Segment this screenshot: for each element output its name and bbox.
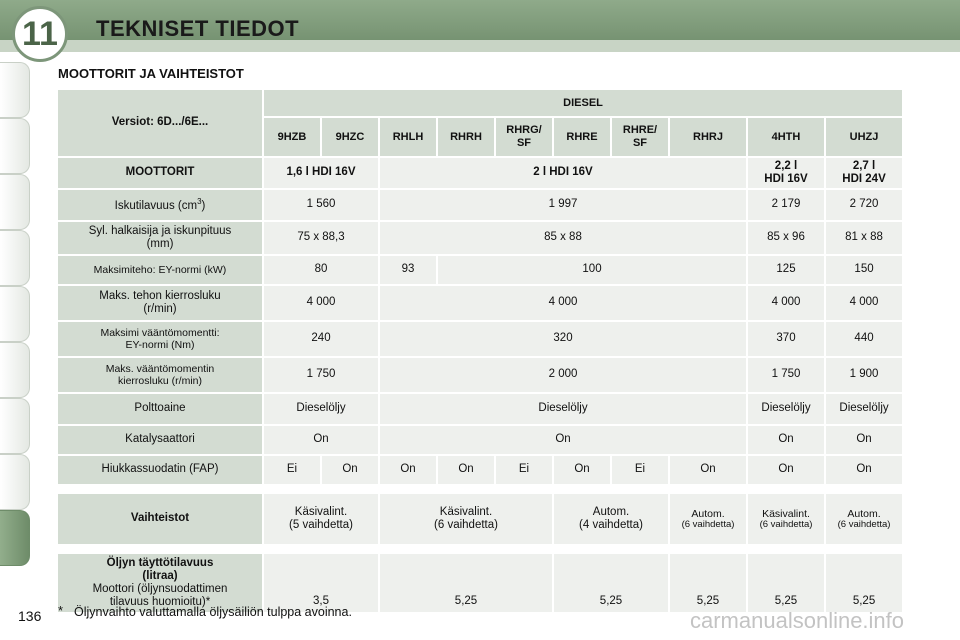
engine-spec-table bbox=[56, 88, 904, 614]
bore-stroke-value: 75 x 88,3 bbox=[264, 222, 378, 254]
torque-rpm-value: 1 750 bbox=[748, 358, 824, 392]
oil-capacity-label: Öljyn täyttötilavuus (litraa) Moottori (öljynsuodattimen tilavuus huomioitu)* bbox=[58, 554, 262, 612]
max-torque-label: Maksimi vääntömomentti: EY-normi (Nm) bbox=[58, 322, 262, 356]
particle-filter-value: Ei bbox=[264, 456, 320, 484]
engines-label: MOOTTORIT bbox=[58, 158, 262, 188]
gearbox-value: Käsivalint. (6 vaihdetta) bbox=[748, 494, 824, 544]
particle-filter-value: Ei bbox=[496, 456, 552, 484]
fuel-value: Dieselöljy bbox=[748, 394, 824, 424]
torque-rpm-value: 2 000 bbox=[380, 358, 746, 392]
displacement-value: 1 997 bbox=[380, 190, 746, 220]
oil-capacity-value: 5,25 bbox=[380, 554, 552, 612]
gearbox-value: Käsivalint. (6 vaihdetta) bbox=[380, 494, 552, 544]
engine-27-hdi: 2,7 l HDI 24V bbox=[826, 158, 902, 188]
chapter-tab-2[interactable] bbox=[0, 118, 30, 174]
fuel-value: Dieselöljy bbox=[380, 394, 746, 424]
particle-filter-label: Hiukkassuodatin (FAP) bbox=[58, 456, 262, 484]
power-rpm-label: Maks. tehon kierrosluku (r/min) bbox=[58, 286, 262, 320]
power-rpm-value: 4 000 bbox=[380, 286, 746, 320]
code-rhrj: RHRJ bbox=[670, 118, 746, 156]
max-torque-value: 240 bbox=[264, 322, 378, 356]
section-title: MOOTTORIT JA VAIHTEISTOT bbox=[58, 66, 244, 81]
section-gap bbox=[58, 546, 902, 552]
code-4hth: 4HTH bbox=[748, 118, 824, 156]
power-rpm-value: 4 000 bbox=[748, 286, 824, 320]
max-torque-value: 320 bbox=[380, 322, 746, 356]
power-rpm-value: 4 000 bbox=[826, 286, 902, 320]
gearbox-value: Autom. (6 vaihdetta) bbox=[826, 494, 902, 544]
footnote: Öljynvaihto valuttamalla öljysäiliön tulppa avoinna. bbox=[74, 605, 352, 619]
particle-filter-value: On bbox=[380, 456, 436, 484]
fuel-label: Polttoaine bbox=[58, 394, 262, 424]
max-power-value: 93 bbox=[380, 256, 436, 284]
torque-rpm-label: Maks. vääntömomentin kierrosluku (r/min) bbox=[58, 358, 262, 392]
oil-capacity-value: 5,25 bbox=[826, 554, 902, 612]
fuel-value: Dieselöljy bbox=[264, 394, 378, 424]
max-power-label: Maksimiteho: EY-normi (kW) bbox=[58, 256, 262, 284]
section-gap bbox=[58, 486, 902, 492]
footnote-marker: * bbox=[58, 603, 64, 618]
bore-stroke-value: 85 x 88 bbox=[380, 222, 746, 254]
torque-rpm-value: 1 900 bbox=[826, 358, 902, 392]
code-rhre: RHRE bbox=[554, 118, 610, 156]
particle-filter-value: On bbox=[748, 456, 824, 484]
bore-stroke-value: 81 x 88 bbox=[826, 222, 902, 254]
code-rhrh: RHRH bbox=[438, 118, 494, 156]
displacement-value: 1 560 bbox=[264, 190, 378, 220]
particle-filter-value: On bbox=[322, 456, 378, 484]
code-9hzc: 9HZC bbox=[322, 118, 378, 156]
max-power-value: 80 bbox=[264, 256, 378, 284]
oil-capacity-value: 3,5 bbox=[264, 554, 378, 612]
engine-2-hdi: 2 l HDI 16V bbox=[380, 158, 746, 188]
max-power-value: 150 bbox=[826, 256, 902, 284]
displacement-value: 2 179 bbox=[748, 190, 824, 220]
catalyst-value: On bbox=[826, 426, 902, 454]
gearbox-value: Autom. (6 vaihdetta) bbox=[670, 494, 746, 544]
gearbox-value: Autom. (4 vaihdetta) bbox=[554, 494, 668, 544]
chapter-tab-1[interactable] bbox=[0, 62, 30, 118]
oil-capacity-value: 5,25 bbox=[554, 554, 668, 612]
gearbox-value: Käsivalint. (5 vaihdetta) bbox=[264, 494, 378, 544]
max-torque-value: 440 bbox=[826, 322, 902, 356]
chapter-tab-5[interactable] bbox=[0, 286, 30, 342]
catalyst-value: On bbox=[264, 426, 378, 454]
versions-label: Versiot: 6D.../6E... bbox=[58, 90, 262, 156]
chapter-tab-7[interactable] bbox=[0, 398, 30, 454]
chapter-tab-11-active[interactable] bbox=[0, 510, 30, 566]
engine-22-hdi: 2,2 l HDI 16V bbox=[748, 158, 824, 188]
watermark: carmanualsonline.info bbox=[690, 608, 905, 633]
fuel-group-header: DIESEL bbox=[264, 90, 902, 116]
gearbox-label: Vaihteistot bbox=[58, 494, 262, 544]
page-number: 136 bbox=[18, 608, 42, 624]
code-rhre-sf: RHRE/ SF bbox=[612, 118, 668, 156]
catalyst-value: On bbox=[748, 426, 824, 454]
fuel-value: Dieselöljy bbox=[826, 394, 902, 424]
chapter-tab-8[interactable] bbox=[0, 454, 30, 510]
code-rhrg-sf: RHRG/ SF bbox=[496, 118, 552, 156]
particle-filter-value: On bbox=[826, 456, 902, 484]
bore-stroke-label: Syl. halkaisija ja iskunpituus (mm) bbox=[58, 222, 262, 254]
torque-rpm-value: 1 750 bbox=[264, 358, 378, 392]
power-rpm-value: 4 000 bbox=[264, 286, 378, 320]
max-power-value: 125 bbox=[748, 256, 824, 284]
chapter-tab-6[interactable] bbox=[0, 342, 30, 398]
particle-filter-value: Ei bbox=[612, 456, 668, 484]
max-power-value: 100 bbox=[438, 256, 746, 284]
code-uhzj: UHZJ bbox=[826, 118, 902, 156]
catalyst-value: On bbox=[380, 426, 746, 454]
chapter-tab-4[interactable] bbox=[0, 230, 30, 286]
chapter-tab-3[interactable] bbox=[0, 174, 30, 230]
code-rhlh: RHLH bbox=[380, 118, 436, 156]
oil-capacity-value: 5,25 bbox=[748, 554, 824, 612]
chapter-number-badge: 11 bbox=[12, 6, 68, 62]
chapter-tabs bbox=[0, 62, 36, 602]
particle-filter-value: On bbox=[438, 456, 494, 484]
page-title: TEKNISET TIEDOT bbox=[96, 16, 300, 41]
bore-stroke-value: 85 x 96 bbox=[748, 222, 824, 254]
particle-filter-value: On bbox=[554, 456, 610, 484]
engine-16-hdi: 1,6 l HDI 16V bbox=[264, 158, 378, 188]
max-torque-value: 370 bbox=[748, 322, 824, 356]
oil-capacity-value: 5,25 bbox=[670, 554, 746, 612]
displacement-value: 2 720 bbox=[826, 190, 902, 220]
displacement-label: Iskutilavuus $(cm^3)$ bbox=[58, 190, 262, 220]
code-9hzb: 9HZB bbox=[264, 118, 320, 156]
particle-filter-value: On bbox=[670, 456, 746, 484]
catalyst-label: Katalysaattori bbox=[58, 426, 262, 454]
